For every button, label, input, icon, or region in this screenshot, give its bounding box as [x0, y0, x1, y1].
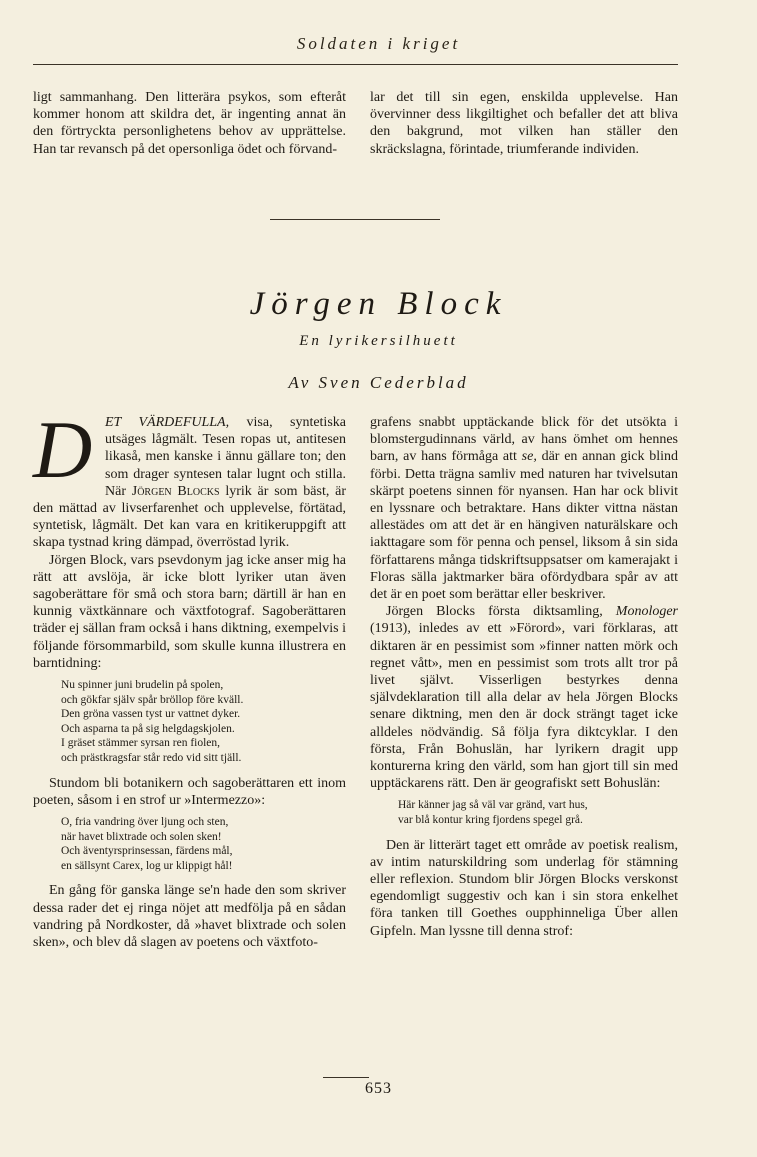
paragraph-1-text-a: visa, syntetiska utsäges lågmält. Tesen ropas ut, antitesen likaså, men kanske i ännu gällare ton; den som drager syntesen talar lugnt och stilla. När: [105, 415, 346, 499]
article-right-column: [370, 414, 678, 940]
poem-line: O, fria vandring över ljung och sten,: [61, 816, 229, 829]
paragraph-6-text-b: (1913), inledes av ett »Förord», vari förklaras, att diktaren är en pessimist som »finner natten mörk och regnet vått», men en pessimist som trots allt tror på livet självt. Visserligen bestyrkes denna självdeklaration till alla delar av hela Jörgen Blocks senare diktning, men den är dock strängt taget icke alldeles nödvändig. Så följa fyra diktcyklar. I den första, Från Bohuslän, har lyrikern dragit upp konturerna kring den värld, som han gjort till sin med upptäckarens rätt. Den är geografiskt sett Bohuslän:: [370, 621, 678, 792]
poem-line: och gökfar själv spår bröllop före kväll.: [61, 693, 244, 706]
continuation-right-column: [370, 89, 678, 158]
book-title: Monologer: [615, 604, 678, 620]
article-subtitle: En lyrikersilhuett: [299, 333, 458, 349]
poem-1: [61, 678, 346, 766]
continuation-text-right: lar det till sin egen, enskilda upplevelse. Han övervinner dess likgiltighet och befaller det att bliva den bakgrund, mot vilken han ställer den skräckslagna, förintade, triumferande individen.: [370, 90, 678, 157]
article-byline: Av Sven Cederblad: [288, 373, 469, 392]
continuation-left-column: [33, 89, 346, 158]
paragraph-6: [370, 603, 678, 792]
poem-line: Och asparna ta på sig helgdagskjolen.: [61, 722, 235, 735]
poem-line: I gräset stämmer syrsan ren fiolen,: [61, 737, 221, 750]
poem-line: var blå kontur kring fjordens spegel grå.: [398, 814, 583, 827]
continuation-text-left: ligt sammanhang. Den litterära psykos, som efteråt kommer honom att skildra det, är ingenting annat än den förtryckta personlighetens behov av upprättelse. Han tar revansch på det opersonliga ödet och förvand-: [33, 90, 346, 157]
section-divider: [270, 219, 440, 220]
paragraph-4: En gång för ganska länge se'n hade den som skriver dessa rader det ej ringa nöjet att medfölja på en sådan vandring på Nordkoster, då »havet blixtrade och solen sken», och blev då slagen av poetens och växtfoto-: [33, 883, 346, 950]
paragraph-1: [33, 404, 346, 552]
lead-in: ET VÄRDEFULLA,: [105, 415, 230, 430]
drop-cap: D: [33, 404, 93, 495]
paragraph-5-text-b: där en annan gick blind förbi. Detta trägna samliv med naturen har tvivelsutan skärpt poetens sinnen för nyansen. Han har ock blivit en lyssnare och betraktare. Hans dikter vittna nästan allestädes om att det är en hängiven naturälskare och iakttagare som för penna och pensel, liksom å sin sida författarens många tidskriftsuppsatser om kamerajakt i Floras sälla jaktmarker bära ofördydbara spår av att det är en poet som berättar eller beskriver.: [370, 449, 678, 603]
poem-line: Den gröna vassen tyst ur vattnet dyker.: [61, 708, 241, 721]
paragraph-3: Stundom bli botanikern och sagoberättaren ett inom poeten, såsom i en strof ur »Intermezzo»:: [33, 775, 346, 808]
paragraph-6-text-a: Jörgen Blocks första diktsamling,: [386, 604, 616, 620]
paragraph-1-text-b: lyrik är som bäst, är den mättad av livserfarenhet och upplevelse, förtätad, syntetisk, lågmält. Det kan vara en kritikeruppgift att skapa tystnad kring dämpad, överröstad lyrik.: [33, 483, 346, 551]
poem-3: [398, 798, 678, 827]
poem-line: en sällsynt Carex, log ur klippigt hål!: [61, 859, 233, 872]
paragraph-2: Jörgen Block, vars psevdonym jag icke anser mig ha rätt att avslöja, är icke blott lyriker utan även sagoberättare för små och stora barn; därtill är han en kunnig växtkännare och växtfotograf. Sagoberättaren träder ej sällan fram också i hans diktning, exempelvis i följande försommarbild, som skulle kunna illustrera en barntidning:: [33, 552, 346, 671]
page-number-rule: [323, 1077, 369, 1078]
author-name-smallcaps: Jörgen Blocks: [131, 483, 220, 499]
poem-line: Här känner jag så väl var gränd, vart hus,: [398, 799, 588, 812]
article-left-column: [33, 404, 346, 951]
header-rule: [33, 64, 678, 65]
page-number: 653: [365, 1080, 392, 1097]
poem-line: när havet blixtrade och solen sken!: [61, 830, 222, 843]
poem-line: och prästkragsfar står redo vid sitt tjäll.: [61, 752, 242, 765]
paragraph-7: Den är litterärt taget ett område av poetisk realism, av intim naturskildring som underlag för stämning eller reflexion. Stundom blir Jörgen Blocks verskonst egendomligt suggestiv och kan i sin stora enkelhet föra tanken till Goethes oupphinneliga Über allen Gipfeln. Man lyssne till denna strof:: [370, 837, 678, 939]
paragraph-5-text-a: grafens snabbt upptäckande blick för det utsökta i blomstergudinnans värld, av hans ömhet om hennes barn, av hans förmåga att: [370, 415, 678, 465]
poem-line: Och äventyrsprinsessan, färdens mål,: [61, 845, 233, 858]
running-head: Soldaten i kriget: [296, 34, 461, 53]
paragraph-5: [370, 414, 678, 603]
poem-2: [61, 815, 346, 873]
article-title: Jörgen Block: [249, 286, 508, 322]
emphasis-se: se,: [521, 449, 537, 465]
poem-line: Nu spinner juni brudelin på spolen,: [61, 679, 224, 692]
